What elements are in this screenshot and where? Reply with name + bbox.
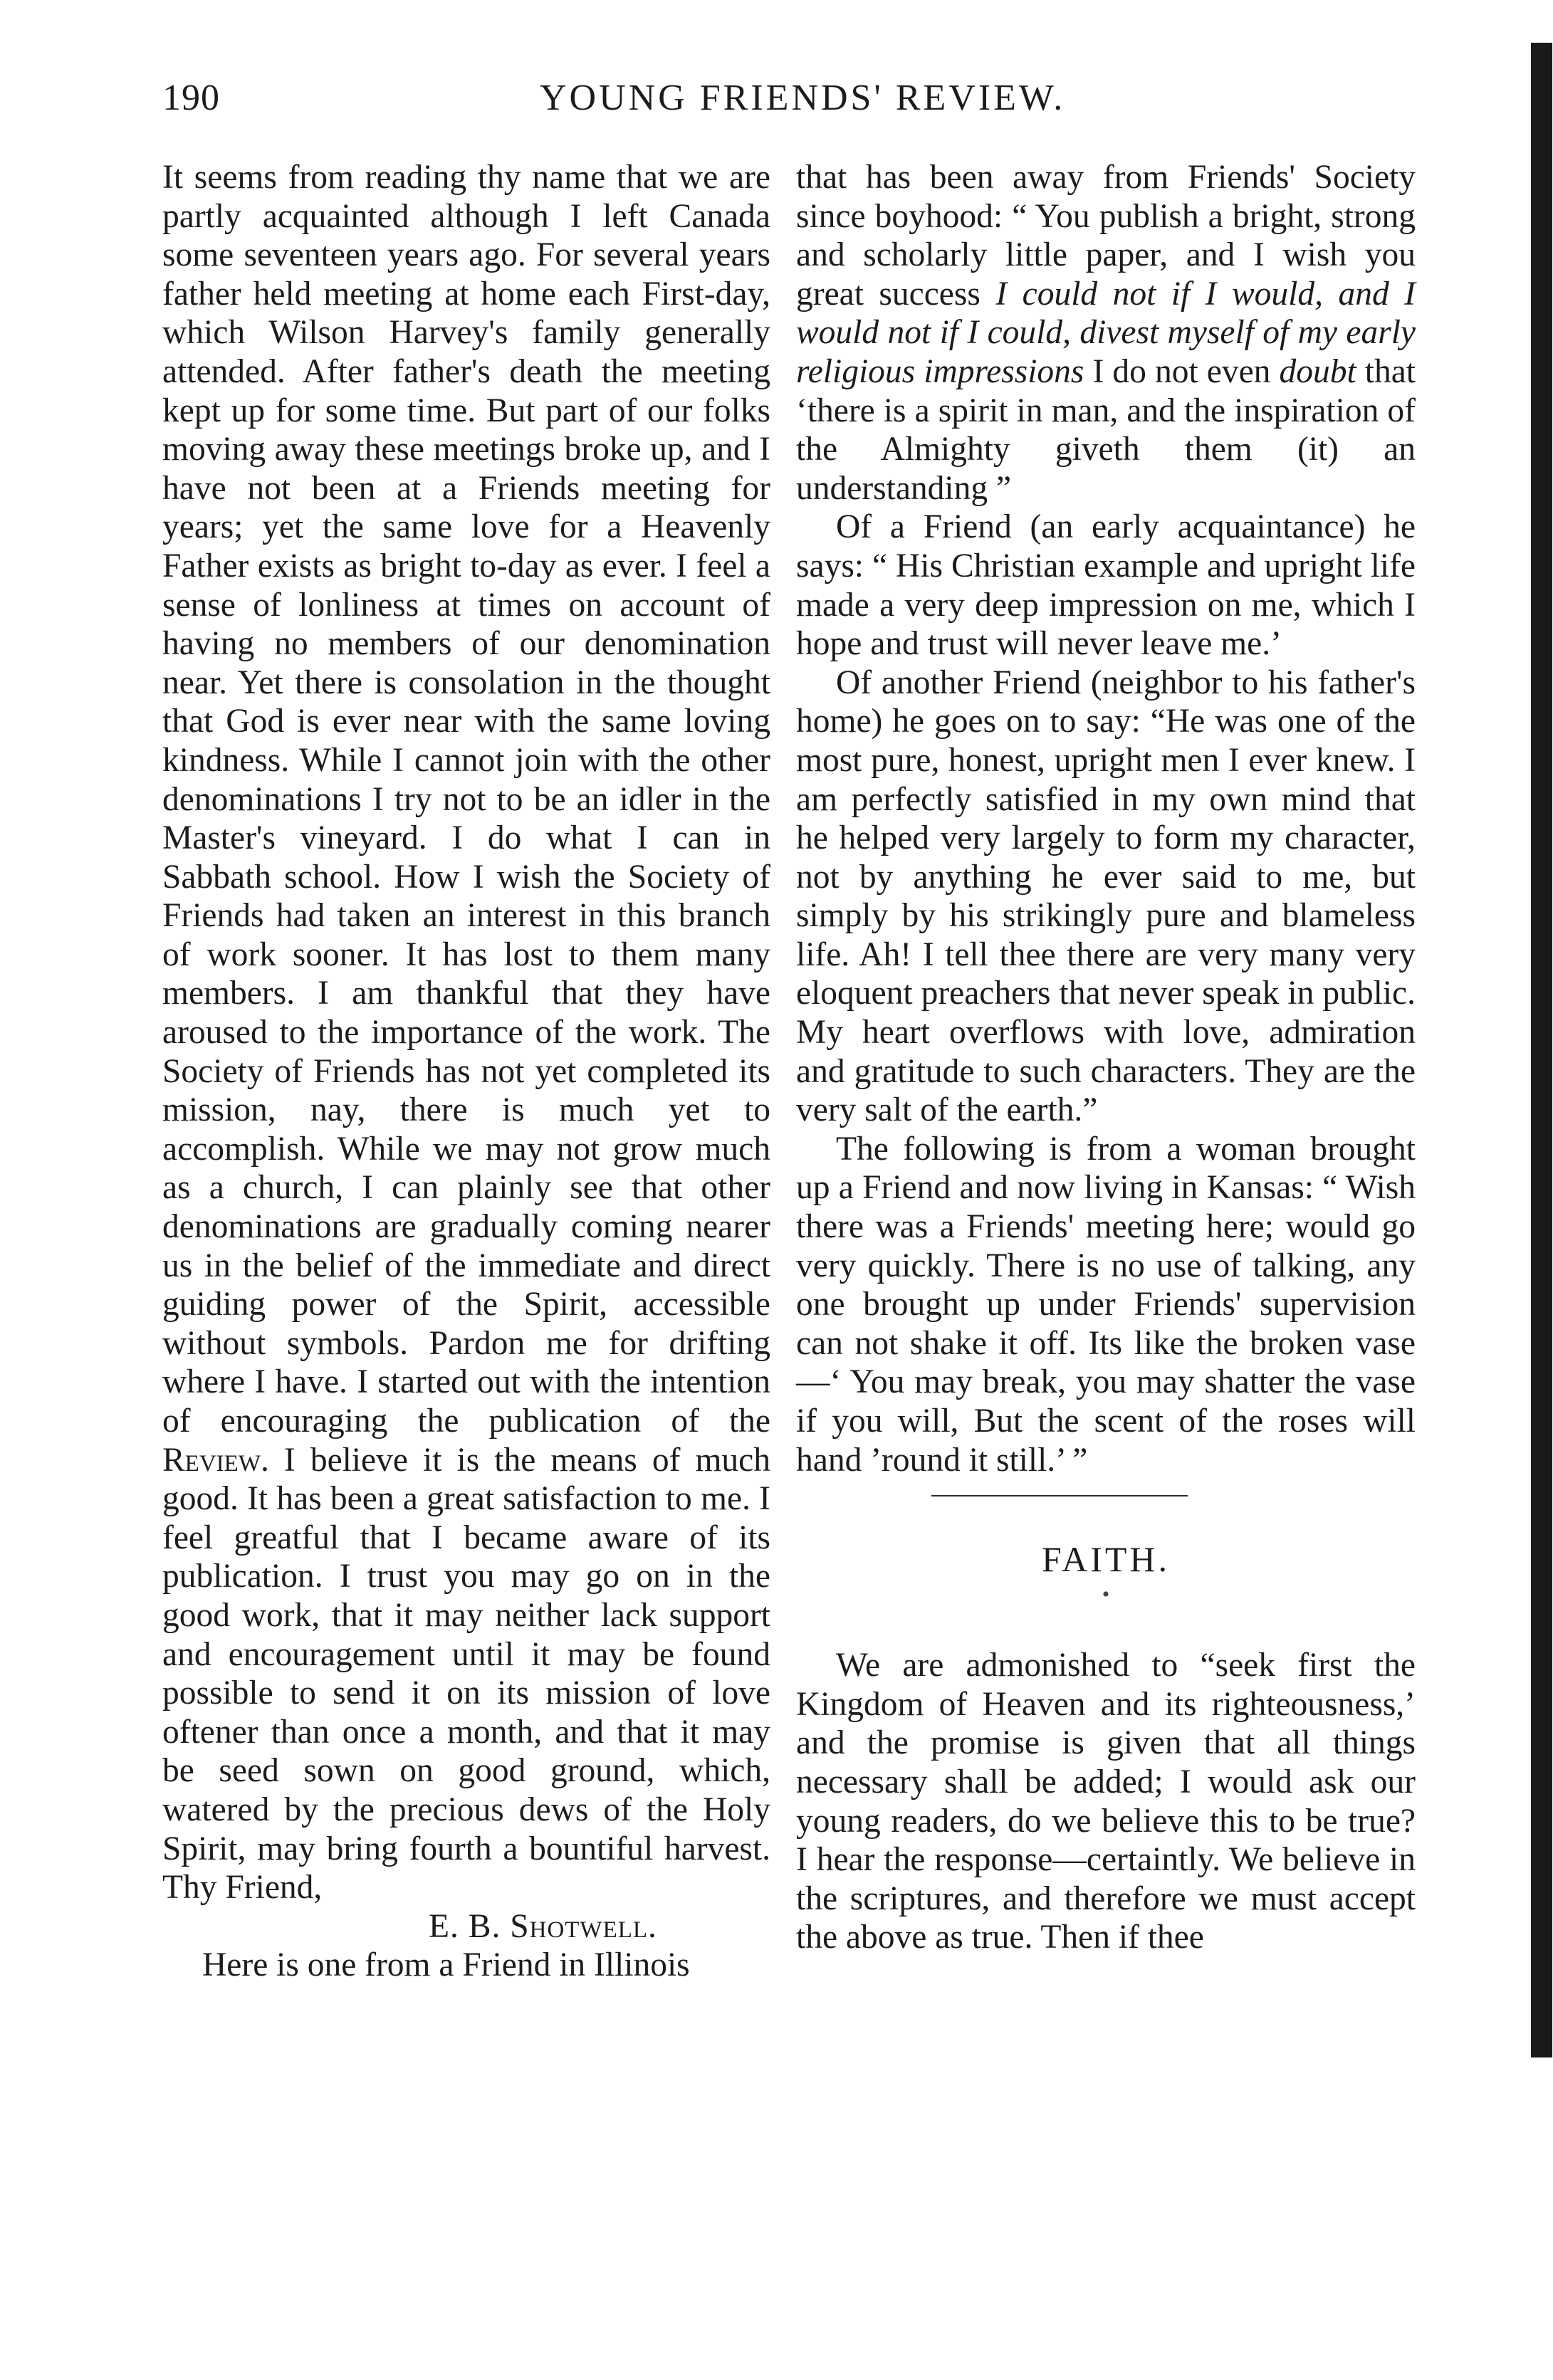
faith-heading: FAITH. (1041, 1539, 1170, 1580)
illinois-text-b: I do not even (1084, 352, 1280, 390)
neighbor-paragraph: Of another Friend (neighbor to his father's home) he goes on to say: “He was one of the most pure, honest, upright men I ever knew. I am perfectly satisfied in my own mind that he helped very largely to form my character, not by anything he ever said to me, but simply by his strikingly pure and blameless life. Ah! I tell thee there are very many very eloquent preachers that never speak in public. My heart overflows with love, admiration and gratitude to such characters. They are the very salt of the earth.” (796, 664, 1416, 1129)
right-column (796, 158, 1416, 1957)
running-title: YOUNG FRIENDS' REVIEW. (540, 78, 1066, 118)
scan-edge-shadow (1531, 43, 1552, 2057)
page-header (162, 77, 1430, 141)
review-word: Review (162, 1441, 261, 1479)
heading-ornament: • (1102, 1583, 1110, 1607)
illinois-italic-b: doubt (1279, 352, 1356, 390)
letter-signature: E. B. Shotwell. (429, 1907, 657, 1945)
section-divider (931, 1495, 1188, 1496)
kansas-paragraph: The following is from a woman brought up a Friend and now living in Kansas: “ Wish there was a Friends' meeting here; would go very quickly. There is no use of talking, any one brought up under Friends' supervision can not shake it off. Its like the broken vase—‘ You may break, you may shatter the vase if you will, But the scent of the roses will hand ’round it still.’ ” (796, 1130, 1416, 1479)
page-number: 190 (162, 78, 220, 118)
illinois-intro: Here is one from a Friend in Illinois (202, 1946, 690, 1984)
illinois-text-c: that ‘there is a spirit in man, and the inspiration of the Almighty giveth them (it) an understanding ” (796, 352, 1416, 507)
left-column (162, 158, 770, 1985)
letter-text-continued: . I believe it is the means of much good. It has been a great satisfaction to me. I feel greatful that I became aware of its publication. I trust you may go on in the good work, that it may neither lack support and encouragement until it may be found possible to send it on its mission of love oftener than once a month, and that it may be seed sown on good ground, which, watered by the precious dews of the Holy Spirit, may bring fourth a bountiful harvest. Thy Friend, (162, 1441, 770, 1907)
illinois-italic-a: I could not if I would, and I would not if I could, divest myself of my early religious impressions (796, 275, 1416, 390)
illinois-text-a: that has been away from Friends' Society since boyhood: “ You publish a bright, strong and scholarly little paper, and I wish you great success (796, 159, 1416, 313)
faith-paragraph: We are admonished to “seek first the Kingdom of Heaven and its righteousness,’ and the promise is given that all things necessary shall be added; I would ask our young readers, do we believe this to be true? I hear the response—certaintly. We believe in the scriptures, and therefore we must accept the above as true. Then if thee (796, 1647, 1416, 1956)
shotwell-letter (162, 158, 770, 1907)
illinois-letter (796, 158, 1416, 508)
friend-paragraph: Of a Friend (an early acquaintance) he says: “ His Christian example and upright life made a very deep impression on me, which I hope and trust will never leave me.’ (796, 508, 1416, 663)
letter-text: It seems from reading thy name that we are partly acquainted although I left Canada some seventeen years ago. For several years father held meeting at home each First-day, which Wilson Harvey's family generally attended. After father's death the meeting kept up for some time. But part of our folks moving away these meetings broke up, and I have not been at a Friends meeting for years; yet the same love for a Heavenly Father exists as bright to-day as ever. I feel a sense of lonliness at times on account of having no members of our denomination near. Yet there is consolation in the thought that God is ever near with the same loving kindness. While I cannot join with the other denominations I try not to be an idler in the Master's vineyard. I do what I can in Sabbath school. How I wish the Society of Friends had taken an interest in this branch of work sooner. It has lost to them many members. I am thankful that they have aroused to the importance of the work. The Society of Friends has not yet completed its mission, nay, there is much yet to accomplish. While we may not grow much as a church, I can plainly see that other denominations are gradually coming nearer us in the belief of the immediate and direct guiding power of the Spirit, accessible without symbols. Pardon me for drifting where I have. I started out with the intention of encouraging the publication of the (162, 159, 770, 1440)
